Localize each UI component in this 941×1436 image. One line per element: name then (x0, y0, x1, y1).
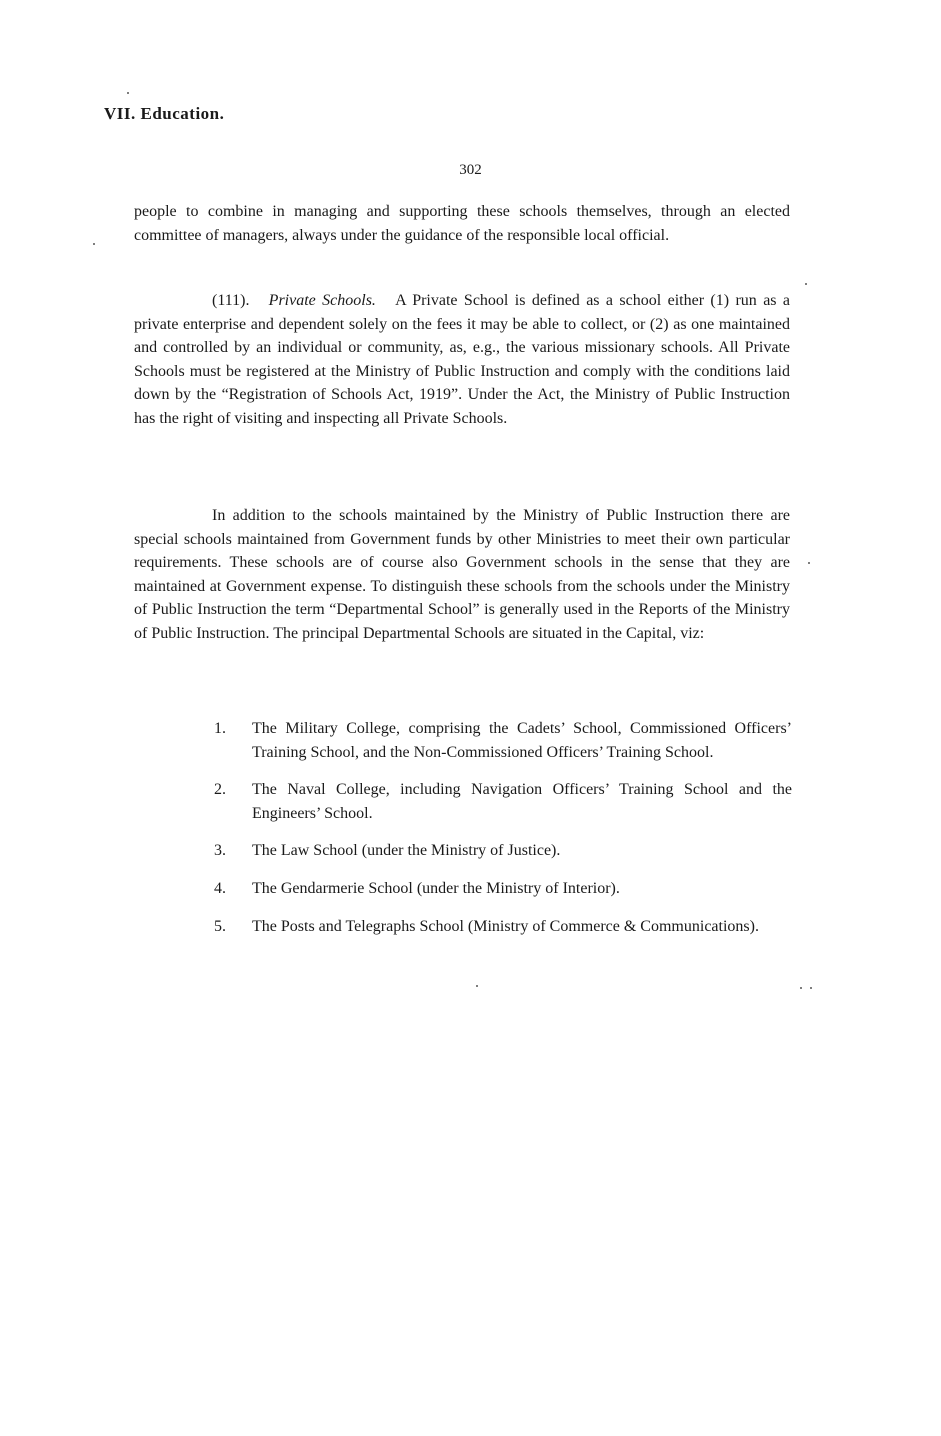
list-item (214, 717, 792, 764)
list-item-text: The Military College, comprising the Cadets’ School, Commissioned Officers’ Training School, and the Non-Commissioned Officers’ Training School. (252, 720, 792, 761)
paragraph-continuation: people to combine in managing and supporting these schools themselves, through an elected committee of managers, always under the guidance of the responsible local official. (134, 203, 790, 244)
list-item-text: The Law School (under the Ministry of Justice). (252, 842, 561, 860)
section-header: VII. Education. (104, 104, 225, 123)
list-item (214, 915, 792, 939)
scan-speck (805, 283, 807, 285)
paragraph-body: A Private School is defined as a school either (1) run as a private enterprise and dependent solely on the fees it may be able to collect, or (2) as one maintained and controlled by an individual or community, as, e.g., the various missionary schools. All Private Schools must be registered at the Ministry of Public Instruction and comply with the conditions laid down by the “Registration of Schools Act, 1919”. Under the Act, the Ministry of Public Instruction has the right of visiting and inspecting all Private Schools. (134, 292, 791, 427)
list-item-number: 2. (214, 781, 226, 799)
scan-speck (93, 243, 95, 245)
paragraph-private-schools (134, 289, 790, 431)
page-number: 302 (459, 162, 482, 178)
list-item (214, 778, 792, 825)
scan-speck (800, 987, 802, 989)
list-item (214, 877, 792, 901)
list-item-text: The Posts and Telegraphs School (Ministry of Commerce & Communications). (252, 917, 759, 935)
paragraph-number: (111). (212, 292, 250, 309)
list-item-number: 3. (214, 842, 226, 860)
scan-speck (476, 985, 478, 987)
list-item-number: 5. (214, 917, 226, 935)
scan-speck (127, 92, 129, 94)
list-item-text: The Naval College, including Navigation Officers’ Training School and the Engineers’ School. (252, 781, 792, 822)
list-item (214, 839, 792, 863)
list-item-number: 1. (214, 720, 226, 737)
paragraph-heading: Private Schools. (268, 292, 376, 309)
list-item-number: 4. (214, 879, 226, 897)
departmental-schools-list (214, 717, 792, 952)
scan-speck (810, 987, 812, 989)
scan-speck (808, 562, 810, 564)
list-item-text: The Gendarmerie School (under the Ministry of Interior). (252, 879, 620, 897)
paragraph-departmental-schools: In addition to the schools maintained by the Ministry of Public Instruction there are special schools maintained from Government funds by other Ministries to meet their own particular requirements. These schools are of course also Government schools in the sense that they are maintained at Government expense. To distinguish these schools from the schools under the Ministry of Public Instruction the term “Departmental School” is generally used in the Reports of the Ministry of Public Instruction. The principal Departmental Schools are situated in the Capital, viz: (134, 507, 790, 642)
